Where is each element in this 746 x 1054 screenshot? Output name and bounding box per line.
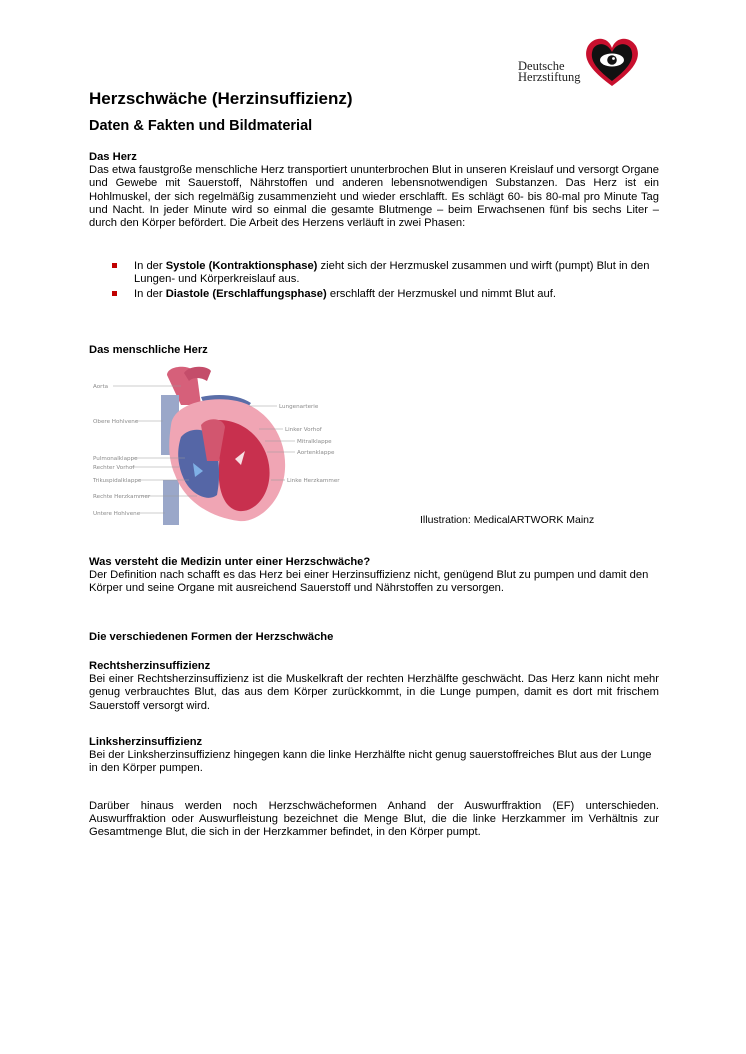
section-ef-text: Darüber hinaus werden noch Herzschwächeformen Anhand der Auswurffraktion (EF) unterschieden. Auswurffraktion oder Auswurfleistung bezeichnet die Menge Blut, die die linke Herzkammer im Verhältnis zur Gesamtmenge Blut, die sich in der Herzkammer befindet, in den Körper pumpt. (89, 800, 659, 839)
phase-list (110, 260, 650, 304)
page-title: Herzschwäche (Herzinsuffizienz) (89, 89, 353, 108)
logo (518, 34, 644, 92)
section-formen-heading: Die verschiedenen Formen der Herzschwäche (89, 631, 334, 643)
heart-illustration (89, 365, 349, 530)
label-linke-herzkammer: Linke Herzkammer (287, 478, 340, 484)
section-formen (89, 631, 659, 644)
label-obere-hohlvene: Obere Hohlvene (93, 419, 139, 425)
section-herz-heading: Das Herz (89, 151, 137, 163)
section-rechts-text: Bei einer Rechtsherzinsuffizienz ist die Muskelkraft der rechten Herzhälfte geschwächt. Das Herz kann nicht mehr genug verbrauchtes Blut, das aus dem Körper zurückkommt, in die Lunge pumpen, damit es dort mit frischem Sauerstoff versorgt wird. (89, 673, 659, 712)
section-links-heading: Linksherzinsuffizienz (89, 736, 203, 748)
page-subtitle: Daten & Fakten und Bildmaterial (89, 118, 313, 134)
section-herz (89, 151, 659, 230)
section-links-text: Bei der Linksherzinsuffizienz hingegen kann die linke Herzhälfte nicht genug sauerstoffreiches Blut aus der Lunge in den Körper pumpen. (89, 749, 652, 775)
section-rechts (89, 660, 659, 713)
section-rechts-heading: Rechtsherzinsuffizienz (89, 660, 211, 672)
label-lungenarterie: Lungenarterie (279, 404, 319, 410)
figure-credit: Illustration: MedicalARTWORK Mainz (420, 514, 595, 526)
label-mitralklappe: Mitralklappe (297, 439, 332, 445)
list-item: In der Diastole (Erschlaffungsphase) erschlafft der Herzmuskel und nimmt Blut auf. (110, 288, 650, 301)
bullet-square-icon (112, 263, 117, 268)
label-trikuspidalklappe: Trikuspidalklappe (93, 478, 142, 484)
label-pulmonalklappe: Pulmonalklappe (93, 456, 138, 462)
label-untere-hohlvene: Untere Hohlvene (93, 511, 141, 517)
label-linker-vorhof: Linker Vorhof (285, 427, 322, 433)
label-rechter-vorhof: Rechter Vorhof (93, 465, 135, 471)
heart-eye-icon (582, 34, 642, 90)
section-medizin-text: Der Definition nach schafft es das Herz bei einer Herzinsuffizienz nicht, genügend Blut zu pumpen und damit den Körper und seine Organe mit ausreichend Sauerstoff und Nährstoffen zu versorgen. (89, 569, 649, 595)
logo-line-2: Herzstiftung (518, 70, 581, 84)
logo-line-1: Deutsche (518, 59, 565, 73)
section-herz-text: Das etwa faustgroße menschliche Herz transportiert ununterbrochen Blut in unseren Kreislauf und versorgt Organe und Gewebe mit Sauerstoff, Nährstoffen und anderen lebensnotwendigen Substanzen. Das Herz ist ein Hohlmuskel, der sich regelmäßig zusammenzieht und wieder erschlafft. Es schlägt 60- bis 80-mal pro Minute Tag und Nacht. In jeder Minute wird so einmal die gesamte Blutmenge – beim Erwachsenen fünf bis sechs Liter – durch den Körper befördert. Die Arbeit des Herzens verläuft in zwei Phasen: (89, 164, 659, 230)
label-aortenklappe: Aortenklappe (297, 450, 335, 456)
bullet-square-icon (112, 291, 117, 296)
label-aorta: Aorta (93, 384, 109, 390)
figure-title: Das menschliche Herz (89, 344, 208, 356)
section-medizin-heading: Was versteht die Medizin unter einer Herzschwäche? (89, 556, 371, 568)
section-links (89, 736, 659, 776)
section-medizin (89, 556, 659, 596)
list-item: In der Systole (Kontraktionsphase) zieht sich der Herzmuskel zusammen und wirft (pumpt) Blut in den Lungen- und Körperkreislauf aus. (110, 260, 650, 286)
label-rechte-herzkammer: Rechte Herzkammer (93, 494, 151, 500)
